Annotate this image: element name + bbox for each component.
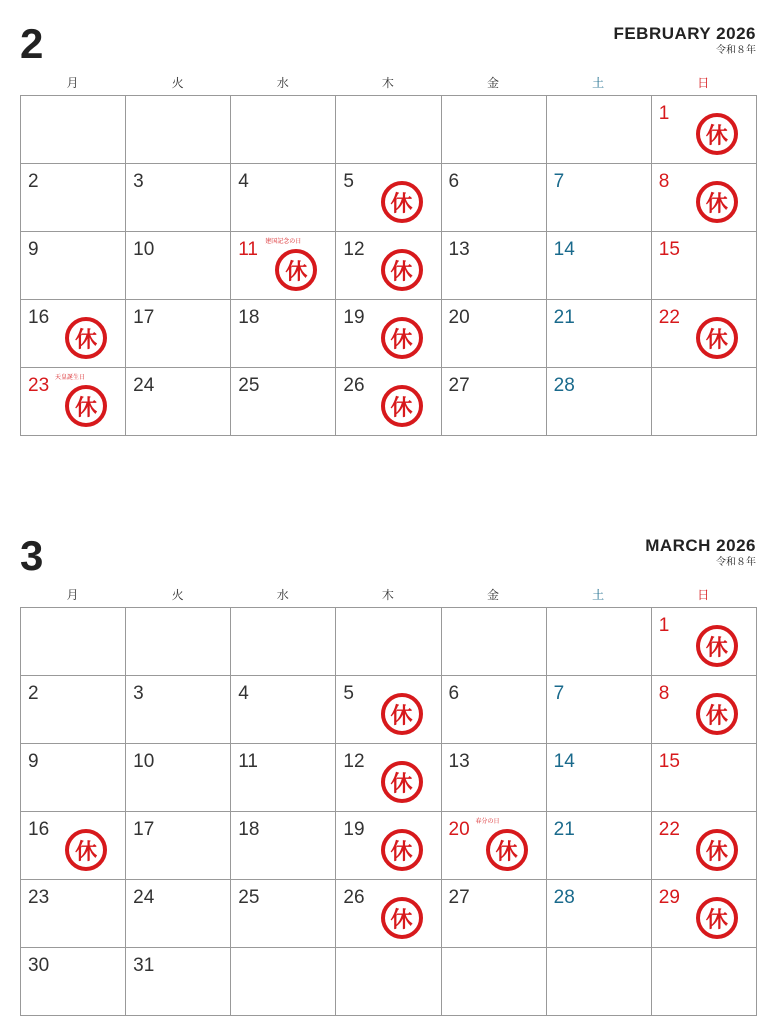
day-cell [652,880,757,948]
day-cell [231,948,336,1016]
day-cell [231,96,336,164]
day-number: 22 [658,307,680,328]
day-number: 28 [553,375,575,396]
day-cell [231,232,336,300]
day-number: 8 [658,683,670,704]
day-number: 13 [448,751,470,772]
day-cell [126,96,231,164]
day-number: 22 [658,819,680,840]
day-cell [21,948,126,1016]
day-cell [21,744,126,812]
day-number: 20 [448,819,470,840]
day-cell [442,812,547,880]
day-number: 4 [238,683,249,704]
day-cell [21,368,126,436]
day-cell [21,880,126,948]
closed-day-stamp-icon: 休 [65,317,107,359]
day-number: 4 [238,171,249,192]
weekday-header [20,74,756,92]
day-cell [126,300,231,368]
day-cell [547,300,652,368]
day-cell [547,744,652,812]
day-cell [231,300,336,368]
day-cell [126,812,231,880]
closed-day-stamp-icon: 休 [486,829,528,871]
day-cell [231,744,336,812]
day-number: 10 [133,239,155,260]
day-number: 8 [658,171,670,192]
day-cell [336,164,441,232]
weekday-wed: 水 [276,588,289,602]
closed-day-stamp-icon: 休 [696,625,738,667]
day-cell [21,164,126,232]
day-number: 26 [343,375,365,396]
day-cell [231,164,336,232]
weekday-fri: 金 [487,76,500,90]
closed-day-stamp-icon: 休 [696,317,738,359]
closed-day-stamp-icon: 休 [381,385,423,427]
closed-day-stamp-icon: 休 [275,249,317,291]
day-cell [547,96,652,164]
holiday-name: 春分の日 [475,819,500,825]
day-cell [652,164,757,232]
era-label: 令和８年 [716,45,756,56]
day-cell [231,608,336,676]
day-number: 1 [658,103,670,124]
day-cell [231,676,336,744]
day-number: 1 [658,615,670,636]
day-number: 27 [448,887,470,908]
day-number: 26 [343,887,365,908]
era-label: 令和８年 [716,557,756,568]
month-number: 3 [20,532,44,579]
holiday-name: 天皇誕生日 [55,375,86,381]
day-cell [652,744,757,812]
day-cell [547,232,652,300]
day-number: 16 [28,819,50,840]
day-cell [336,232,441,300]
day-number: 23 [28,887,50,908]
day-number: 9 [28,751,39,772]
day-cell [126,232,231,300]
day-number: 25 [238,375,260,396]
day-cell [442,164,547,232]
day-number: 24 [133,375,155,396]
day-number: 30 [28,955,50,976]
closed-day-stamp-icon: 休 [65,829,107,871]
day-cell [652,608,757,676]
closed-day-stamp-icon: 休 [696,829,738,871]
day-number: 31 [133,955,155,976]
week-row [21,232,757,300]
day-cell [442,744,547,812]
day-cell [547,368,652,436]
day-cell [547,948,652,1016]
day-cell [336,948,441,1016]
day-number: 7 [553,171,565,192]
day-cell [21,812,126,880]
day-cell [21,608,126,676]
weekday-tue: 火 [171,588,184,602]
weekday-wed: 水 [276,76,289,90]
holiday-name: 建国記念の日 [265,239,302,245]
day-number: 14 [553,751,575,772]
day-cell [652,948,757,1016]
day-cell [442,232,547,300]
day-number: 18 [238,819,260,840]
day-cell [442,948,547,1016]
closed-day-stamp-icon: 休 [381,317,423,359]
day-number: 3 [133,683,144,704]
day-number: 12 [343,239,365,260]
week-row [21,368,757,436]
month-name: MARCH 2026 [645,536,756,555]
day-number: 5 [343,171,354,192]
day-cell [442,300,547,368]
closed-day-stamp-icon: 休 [381,181,423,223]
day-cell [21,232,126,300]
day-number: 12 [343,751,365,772]
weekday-fri: 金 [487,588,500,602]
closed-day-stamp-icon: 休 [381,249,423,291]
closed-day-stamp-icon: 休 [381,829,423,871]
day-number: 15 [658,751,680,772]
day-cell [336,812,441,880]
weekday-mon: 月 [66,76,79,90]
day-number: 13 [448,239,470,260]
weekday-thu: 木 [381,588,394,602]
month-header [613,24,756,57]
month-header [645,536,756,569]
weekday-sun: 日 [697,588,710,602]
day-number: 21 [553,819,575,840]
week-row [21,948,757,1016]
day-cell [231,880,336,948]
day-number: 5 [343,683,354,704]
day-number: 16 [28,307,50,328]
day-cell [126,948,231,1016]
day-number: 9 [28,239,39,260]
day-cell [652,368,757,436]
day-cell [21,96,126,164]
day-cell [442,96,547,164]
day-number: 2 [28,683,39,704]
day-cell [336,880,441,948]
day-cell [442,880,547,948]
day-cell [442,608,547,676]
week-row [21,880,757,948]
day-cell [652,300,757,368]
day-cell [547,880,652,948]
day-number: 28 [553,887,575,908]
day-cell [442,368,547,436]
weekday-header [20,586,756,604]
week-row [21,164,757,232]
month-name: FEBRUARY 2026 [613,24,756,43]
closed-day-stamp-icon: 休 [65,385,107,427]
day-number: 15 [658,239,680,260]
day-cell [652,812,757,880]
closed-day-stamp-icon: 休 [696,693,738,735]
day-number: 29 [658,887,680,908]
day-cell [126,368,231,436]
closed-day-stamp-icon: 休 [696,113,738,155]
day-cell [547,812,652,880]
day-cell [126,880,231,948]
day-cell [547,608,652,676]
closed-day-stamp-icon: 休 [381,897,423,939]
day-number: 19 [343,307,365,328]
day-number: 14 [553,239,575,260]
day-number: 6 [448,683,460,704]
day-number: 27 [448,375,470,396]
weekday-sat: 土 [592,588,605,602]
day-number: 6 [448,171,460,192]
day-cell [336,368,441,436]
day-cell [547,164,652,232]
day-cell [126,164,231,232]
day-cell [652,96,757,164]
day-number: 3 [133,171,144,192]
day-number: 11 [238,751,258,772]
weekday-tue: 火 [171,76,184,90]
week-row [21,608,757,676]
day-number: 25 [238,887,260,908]
week-row [21,812,757,880]
day-number: 24 [133,887,155,908]
day-number: 7 [553,683,565,704]
day-number: 10 [133,751,155,772]
day-cell [442,676,547,744]
week-row [21,96,757,164]
day-cell [126,608,231,676]
day-cell [126,744,231,812]
day-cell [336,608,441,676]
closed-day-stamp-icon: 休 [381,761,423,803]
weekday-thu: 木 [381,76,394,90]
day-cell [547,676,652,744]
week-row [21,676,757,744]
closed-day-stamp-icon: 休 [696,181,738,223]
day-cell [652,232,757,300]
day-number: 2 [28,171,39,192]
day-number: 17 [133,819,155,840]
day-number: 21 [553,307,575,328]
month-number: 2 [20,20,44,67]
closed-day-stamp-icon: 休 [381,693,423,735]
day-cell [231,812,336,880]
day-cell [336,300,441,368]
day-number: 19 [343,819,365,840]
day-cell [336,676,441,744]
closed-day-stamp-icon: 休 [696,897,738,939]
day-cell [126,676,231,744]
weekday-sun: 日 [697,76,710,90]
day-number: 11 [238,239,258,260]
week-row [21,744,757,812]
weekday-sat: 土 [592,76,605,90]
day-cell [336,96,441,164]
day-cell [336,744,441,812]
weekday-mon: 月 [66,588,79,602]
day-cell [652,676,757,744]
day-number: 20 [448,307,470,328]
week-row [21,300,757,368]
day-number: 17 [133,307,155,328]
day-cell [21,300,126,368]
day-cell [21,676,126,744]
calendar-grid [20,607,757,1016]
calendar-grid [20,95,757,436]
day-number: 18 [238,307,260,328]
day-number: 23 [28,375,50,396]
day-cell [231,368,336,436]
